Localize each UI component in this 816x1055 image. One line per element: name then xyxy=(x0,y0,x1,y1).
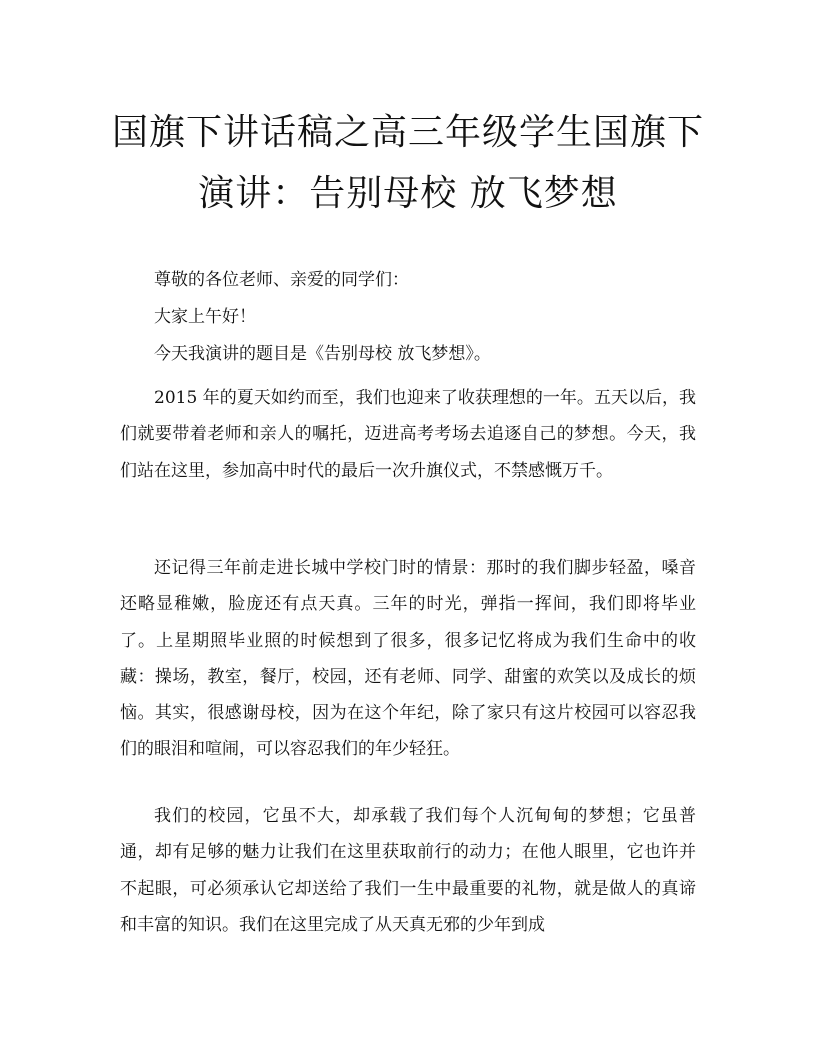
body-paragraph-1: 2015 年的夏天如约而至，我们也迎来了收获理想的一年。五天以后，我们就要带着老师和亲人的嘱托，迈进高考考场去追逐自己的梦想。今天，我们站在这里，参加高中时代的最后一次升旗仪式，不禁感慨万千。 xyxy=(120,388,696,481)
body-paragraph-3: 我们的校园，它虽不大，却承载了我们每个人沉甸甸的梦想；它虽普通，却有足够的魅力让我们在这里获取前行的动力；在他人眼里，它也许并不起眼，可必须承认它却送给了我们一生中最重要的礼物，就是做人的真谛和丰富的知识。我们在这里完成了从天真无邪的少年到成 xyxy=(120,806,696,935)
body-paragraph-2: 还记得三年前走进长城中学校门时的情景：那时的我们脚步轻盈，嗓音还略显稚嫩，脸庞还有点天真。三年的时光，弹指一挥间，我们即将毕业了。上星期照毕业照的时候想到了很多，很多记忆将成为我们生命中的收藏：操场，教室，餐厅，校园，还有老师、同学、甜蜜的欢笑以及成长的烦恼。其实，很感谢母校，因为在这个年纪，除了家只有这片校园可以容忍我们的眼泪和喧闹，可以容忍我们的年少轻狂。 xyxy=(120,558,696,760)
greeting-paragraph: 大家上午好！ xyxy=(154,307,256,327)
document-title-line-1: 国旗下讲话稿之高三年级学生国旗下 xyxy=(111,112,704,153)
document-title-line-2: 演讲：告别母校 放飞梦想 xyxy=(198,173,618,214)
topic-paragraph: 今天我演讲的题目是《告别母校 放飞梦想》。 xyxy=(154,344,491,364)
salutation-paragraph: 尊敬的各位老师、亲爱的同学们： xyxy=(154,270,409,290)
